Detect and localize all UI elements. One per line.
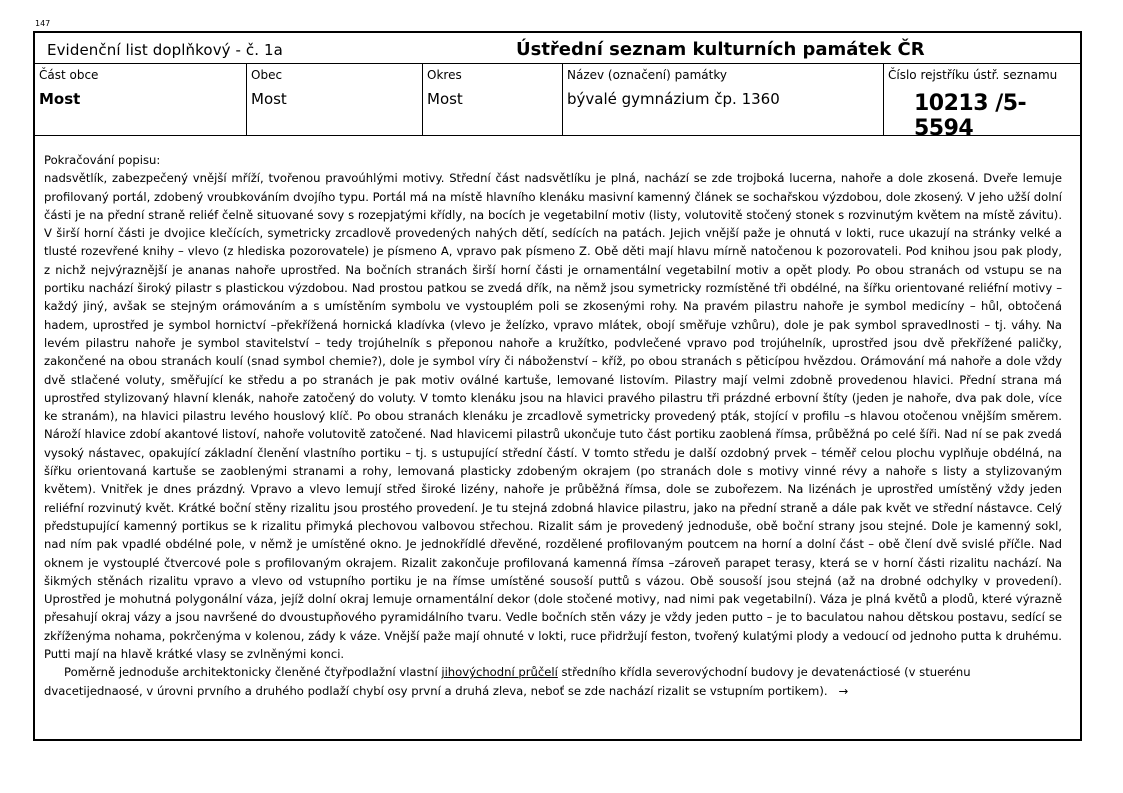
paragraph-text: Poměrně jednoduše architektonicky členěné čtyřpodlažní vlastní [64,665,442,680]
field-label: Okres [427,68,462,82]
field-okres [422,64,562,135]
field-label: Obec [251,68,283,82]
field-label: Část obce [39,68,99,82]
underlined-term: jihovýchodní průčelí [441,665,558,680]
field-value: Most [427,90,463,108]
description-paragraph: nadsvětlík, zabezpečený vnější mříží, tvořenou pravoúhlými motivy. Střední část nadsvětlíku je plná, nachází se zde trojboká lucerna, nahoře a dole zkosená. Dveře lemuje profilovaný portál, zdobený vroubkováním dvojího typu. Portál má na místě hlavního klenáku masivní kamenný článek se sochařskou výzdobou, dole zkosený. V jeho užší dolní části je na přední straně reliéf čelně situované sovy s rozepjatými křídly, na bocích je vegetabilní motiv (listy, volutovitě stočený stonek s rozvinutým květem na místě závitu). V širší horní části je dvojice klečících, symetricky zrcadlově provedených nahých dětí, sedících na patách. Jejich vnější paže je ohnutá v lokti, ruce ukazují na stránky velké a tlusté rozevřené knihy – vlevo (z hlediska pozorovatele) je písmeno A, vpravo pak písmeno Z. Obě děti mají hlavu mírně natočenou k pozorovateli. Pod knihou jsou pak plody, z nichž nejvýraznější je ananas nahoře uprostřed. Na bočních stranách širší horní části je ornamentální vegetabilní motiv a opět plody. Po obou stranách od vstupu se na portiku nachází široký pilastr s plastickou výzdobou. Nad prostou patkou se zvedá dřík, na němž jsou symetricky rozmístěné tři obdélné, na šířku orientované reliéfní motivy – každý jiný, avšak se stejným orámováním a s umístěním symbolu ve vystouplém poli se zkosenými rohy. Na pravém pilastru nahoře je symbol medicíny – hůl, obtočená hadem, uprostřed je symbol hornictví –překřížená hornická kladívka (vlevo je želízko, vpravo mlátek, obojí směřuje vzhůru), dole je pak symbol spravedlnosti – tj. váhy. Na levém pilastru nahoře je symbol stavitelství – tedy trojúhelník s přeponou nahoře a kružítko, podvlečené vpravo pod trojúhelník, uprostřed jsou dvě překřížené paličky, zakončené na obou stranách koulí (snad symbol chemie?), dole je symbol víry či náboženství – kříž, po obou stranách s pěticípou hvězdou. Orámování má nahoře a dole vždy dvě stlačené voluty, směřující ke středu a po stranách je pak motiv oválné kartuše, lemované listovím. Pilastry mají velmi zdobně provedenou hlavici. Přední strana má uprostřed stylizovaný hlavní klenák, nahoře zatočený do voluty. V tomto klenáku jsou na hlavici pravého pilastru tři prázdné erbovní štíty (jeden je nahoře, dva pak dole, více ke stranám), na hlavici pilastru levého houslový klíč. Po obou stranách klenáku je zrcadlově symetricky provedený pták, stojící v profilu –s hlavou otočenou vnějším směrem. Nároží hlavice zdobí akantové listoví, nahoře volutovitě zatočené. Nad hlavicemi pilastrů ukončuje tuto část portiku zaoblená římsa, průběžná po celé šíři. Nad ní se pak zvedá vysoký nástavec, opakující základní členění vlastního portiku – tj. s ustupující střední částí. V tomto středu je další ozdobný prvek – téměř celou plochu vyplňuje obdélná, na šířku orientovaná kartuše se zaoblenými stranami a rohy, lemovaná plasticky zdobeným okrajem (po stranách dole s motivy vinné révy a nahoře s listy a stylizovaným květem). Vnitřek je dnes prázdný. Vpravo a vlevo lemují střed široké lizény, nahoře je průběžná římsa, dole se zubořezem. Na lizénách je uprostřed umístěný vždy jeden reliéfní rozvinutý květ. Krátké boční stěny rizalitu jsou prostého provedení. Je tu stejná zdobná hlavice pilastru, jako na přední straně a dále pak květ ve střední nástavce. Celý předstupující kamenný portikus se k rizalitu přimyká plechovou valbovou střechou. Rizalit sám je provedený jednoduše, obě boční strany jsou stejné. Dole je kamenný sokl, nad ním pak vpadlé obdélné pole, v němž je umístěné okno. Je jednokřídlé dřevěné, rozdělené profilovaným poutcem na horní a dolní část – obě člení dvě svislé příčle. Nad oknem je vystouplé čtvercové pole s profilovaným okrajem. Rizalit zakončuje profilovaná kamenná římsa –zároveň parapet terasy, která se v horní části rizalitu nachází. Na šikmých stěnách rizalitu vpravo a vlevo od vstupního portiku je na římse umístěné sousoší puttů s vázou. Obě sousoší jsou stejná (až na drobné odchylky v provedení). Uprostřed je mohutná polygonální váza, jejíž dolní okraj lemuje ornamentální dekor (dole stočené motivy, nad nimi pak vegetabilní). Váza je plná květů a plodů, které výrazně přesahují okraj vázy a jsou navršené do dvoustupňového pyramidálního tvaru. Vedle bočních stěn vázy je vždy jeden putto – je to baculatou nahou dětskou postavu, sedící se zkříženýma nohama, pokrčenýma v kolenou, zády k váze. Vnější paže mají ohnuté v lokti, ruce přidržují feston, tvořený kulatými plody a vedoucí od jednoho putta k druhému. Putti mají na hlavě krátké vlasy se zvlněnými konci. [44,171,1062,662]
form-title: Evidenční list doplňkový - č. 1a [47,41,283,59]
field-nazev [562,64,883,135]
description-text [44,151,1062,700]
field-value: Most [39,90,81,108]
field-cislo [883,64,1080,141]
continuation-arrow-icon: → [838,683,849,698]
register-number: 10213 /5-5594 [914,91,1027,141]
page-number: 147 [35,19,51,28]
paragraph-text: středního křídla severovýchodní budovy je devatenáctiosé (v stuerénu dvacetijednaosé, v úrovni prvního a druhého podlaží chybí osy první a druhá zleva, neboť se zde nachází rizalit se vstupním portikem). [44,665,971,698]
field-label: Název (označení) památky [567,68,727,82]
field-obec [246,64,422,135]
field-value: bývalé gymnázium čp. 1360 [567,90,780,108]
field-cast-obce [35,64,246,135]
sheet-header [35,33,1080,64]
field-label: Číslo rejstříku ústř. seznamu [888,68,1058,82]
record-sheet [33,31,1082,741]
description-heading: Pokračování popisu: [44,153,161,167]
register-title: Ústřední seznam kulturních památek ČR [516,39,925,60]
field-value: Most [251,90,287,108]
description-paragraph-facade [44,663,1062,700]
header-fields [35,64,1080,141]
